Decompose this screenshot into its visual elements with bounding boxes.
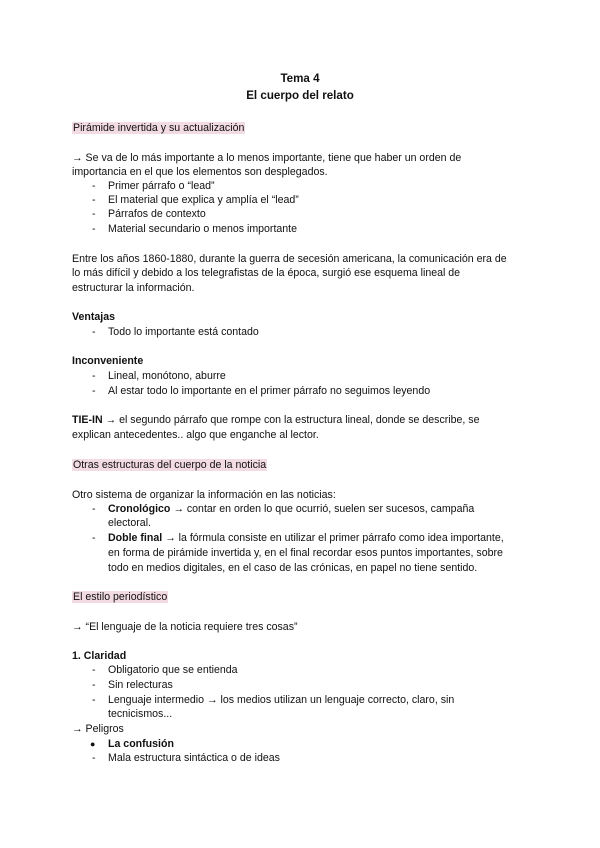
dash-marker: -: [92, 223, 96, 235]
ventajas-heading: Ventajas: [72, 311, 115, 323]
list-item: Todo lo importante está contado: [108, 326, 259, 338]
paragraph-line: estructurar la información.: [72, 282, 195, 294]
section-heading-otras-estructuras: Otras estructuras del cuerpo de la noticia: [73, 459, 267, 471]
list-item: Obligatorio que se entienda: [108, 664, 238, 676]
dash-marker: -: [92, 694, 96, 706]
dash-marker: -: [92, 180, 96, 192]
dash-marker: -: [92, 370, 96, 382]
paragraph-line: explican antecedentes.. algo que enganche al lector.: [72, 429, 319, 441]
list-item-continuation: electoral.: [108, 517, 151, 529]
tiein-line: TIE-IN → el segundo párrafo que rompe con la estructura lineal, donde se describe, se: [72, 414, 480, 426]
dash-marker: -: [92, 194, 96, 206]
dash-marker: -: [92, 503, 96, 515]
dash-marker: -: [92, 208, 96, 220]
list-item: Lenguaje intermedio → los medios utilizan un lenguaje correcto, claro, sin: [108, 694, 455, 706]
doc-title-topic: Tema 4: [280, 72, 320, 85]
paragraph-line: Otro sistema de organizar la información en las noticias:: [72, 489, 336, 501]
paragraph-line: lo más difícil y debido a los telegrafistas de la época, surgió ese esquema lineal de: [72, 267, 461, 279]
list-item-continuation: en forma de pirámide invertida y, en el final recordar esos puntos importantes, sobre: [108, 547, 503, 559]
paragraph-line: importancia en el que los elementos son desplegados.: [72, 166, 328, 178]
dash-marker: -: [92, 326, 96, 338]
list-item: El material que explica y amplía el “lead”: [108, 194, 299, 206]
dash-marker: -: [92, 385, 96, 397]
list-item: Primer párrafo o “lead”: [108, 180, 215, 192]
paragraph-line: → Se va de lo más importante a lo menos importante, tiene que haber un orden de: [72, 152, 462, 164]
list-item-doble-final: Doble final → la fórmula consiste en utilizar el primer párrafo como idea importante,: [108, 532, 504, 544]
list-item: Párrafos de contexto: [108, 208, 206, 220]
dash-marker: -: [92, 532, 96, 544]
list-item-cronologico: Cronológico → contar en orden lo que ocurrió, suelen ser sucesos, campaña: [108, 503, 475, 515]
inconveniente-heading: Inconveniente: [72, 355, 144, 367]
section-heading-estilo: El estilo periodístico: [73, 591, 168, 603]
paragraph-line: Entre los años 1860-1880, durante la guerra de secesión americana, la comunicación era de: [72, 253, 507, 265]
doc-title: El cuerpo del relato: [246, 89, 354, 102]
dash-marker: -: [92, 664, 96, 676]
list-item: Lineal, monótono, aburre: [108, 370, 226, 382]
list-item-continuation: todo en medios digitales, en el caso de las crónicas, en papel no tiene sentido.: [108, 562, 478, 574]
section-heading-piramide: Pirámide invertida y su actualización: [73, 122, 245, 134]
bullet-dot: ●: [90, 739, 96, 749]
list-item: La confusión: [108, 738, 174, 750]
dash-marker: -: [92, 679, 96, 691]
paragraph-line: → Peligros: [72, 723, 124, 735]
list-item-continuation: tecnicismos...: [108, 708, 173, 720]
paragraph-line: → “El lenguaje de la noticia requiere tres cosas”: [72, 621, 298, 633]
list-item: Sin relecturas: [108, 679, 173, 691]
list-item: Al estar todo lo importante en el primer párrafo no seguimos leyendo: [108, 385, 431, 397]
dash-marker: -: [92, 752, 96, 764]
claridad-heading: 1. Claridad: [72, 650, 127, 662]
list-item: Mala estructura sintáctica o de ideas: [108, 752, 280, 764]
list-item: Material secundario o menos importante: [108, 223, 298, 235]
